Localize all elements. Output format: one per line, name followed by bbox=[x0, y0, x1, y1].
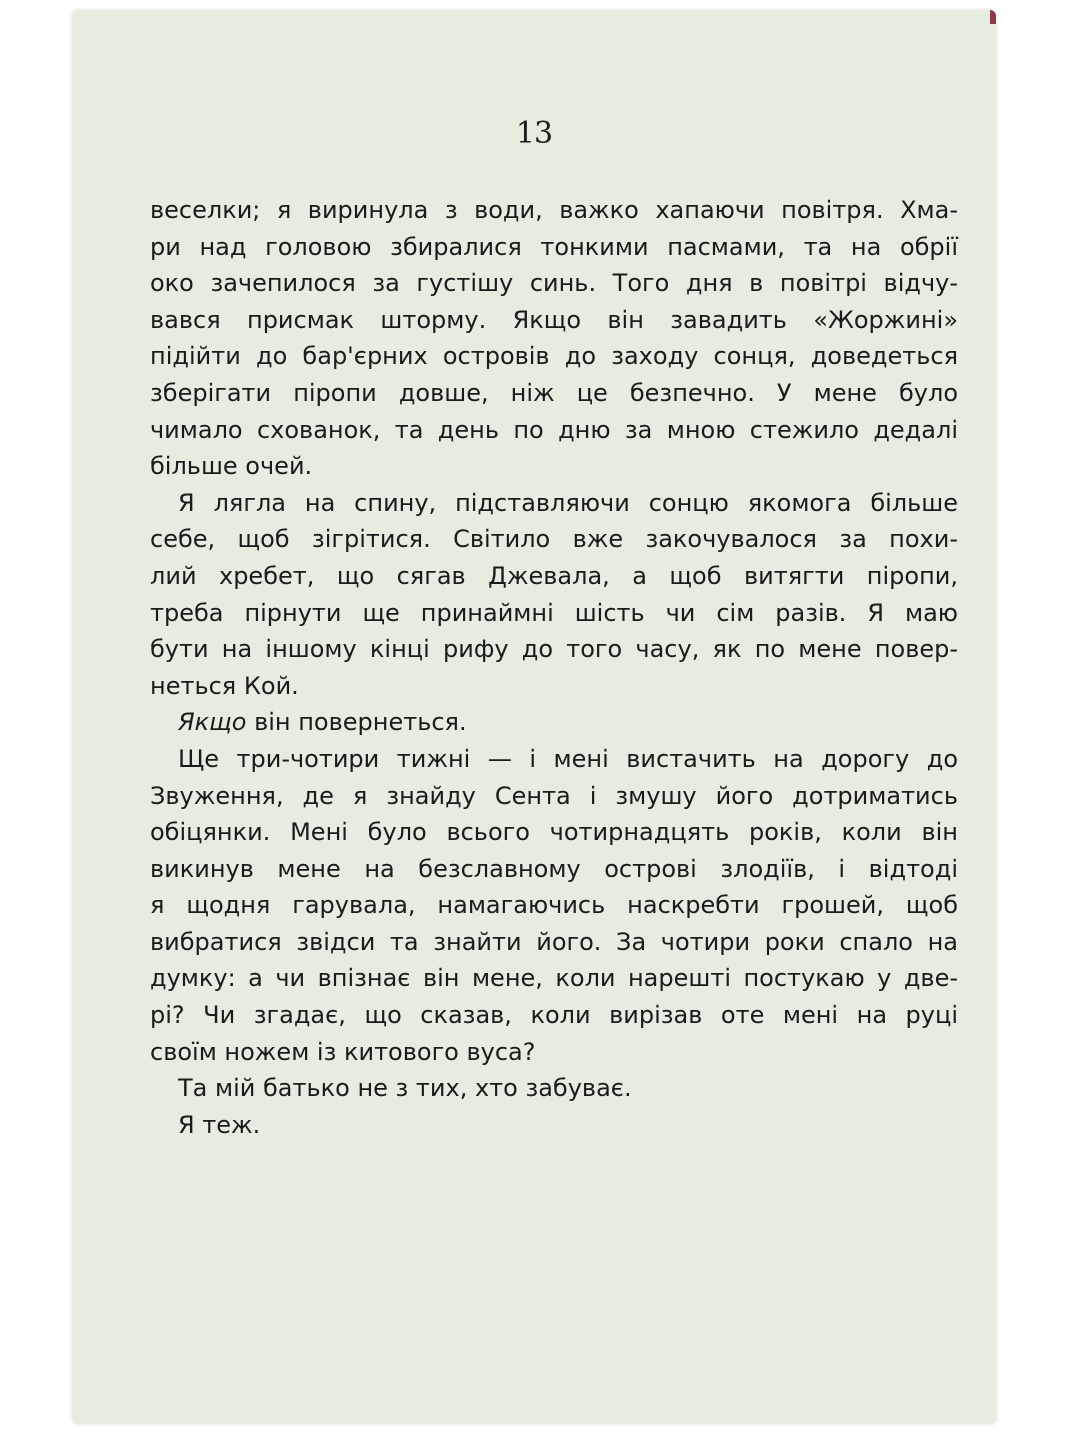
text-line: вибратися звідси та знайти його. За чотири роки спало на bbox=[150, 927, 958, 956]
text-line: око зачепилося за густішу синь. Того дня в повітрі відчу- bbox=[150, 269, 958, 298]
text-line: Ще три-чотири тижні — і мені вистачить на дорогу до bbox=[178, 744, 958, 773]
text-line: бути на іншому кінці рифу до того часу, як по мене повер- bbox=[150, 635, 958, 664]
page-edge-mark bbox=[990, 10, 996, 24]
text-line bbox=[150, 704, 958, 741]
text-line: себе, щоб зігрітися. Світило вже закочувалося за похи- bbox=[150, 525, 958, 554]
text-line: обіцянки. Мені було всього чотирнадцять років, коли він bbox=[150, 818, 958, 847]
text-line: підійти до бар'єрних островів до заходу сонця, доведеться bbox=[150, 342, 958, 371]
text-line: більше очей. bbox=[150, 452, 313, 481]
text-line: зберігати піропи довше, ніж це безпечно. У мене було bbox=[150, 378, 958, 407]
text-line: Я лягла на спину, підставляючи сонцю якомога більше bbox=[178, 488, 958, 517]
text-line: думку: а чи впізнає він мене, коли нарешті постукаю у две- bbox=[150, 964, 958, 993]
text-line: Та мій батько не з тих, хто забуває. bbox=[178, 1074, 632, 1103]
text-line: Я теж. bbox=[178, 1110, 261, 1139]
page-number: 13 bbox=[515, 116, 553, 151]
body-text bbox=[150, 192, 958, 1143]
text-span: він повернеться. bbox=[254, 708, 467, 737]
text-line: Звуження, де я знайду Сента і змушу його дотриматись bbox=[150, 781, 958, 810]
text-line: треба пірнути ще принаймні шість чи сім разів. Я маю bbox=[150, 598, 958, 627]
text-line: чимало схованок, та день по дню за мною стежило дедалі bbox=[150, 415, 958, 444]
text-line: я щодня гарувала, намагаючись наскребти грошей, щоб bbox=[150, 891, 958, 920]
book-page bbox=[72, 10, 996, 1424]
text-line: неться Кой. bbox=[150, 671, 299, 700]
italic-word: Якщо bbox=[178, 708, 247, 737]
text-line: рі? Чи згадає, що сказав, коли вирізав оте мені на руці bbox=[150, 1001, 958, 1030]
text-line: ри над головою збиралися тонкими пасмами, та на обрії bbox=[150, 232, 958, 261]
text-line: своїм ножем із китового вуса? bbox=[150, 1037, 536, 1066]
text-line: викинув мене на безславному острові злодіїв, і відтоді bbox=[150, 854, 958, 883]
text-line: веселки; я виринула з води, важко хапаючи повітря. Хма- bbox=[150, 196, 958, 224]
text-line: вався присмак шторму. Якщо він завадить «Жоржині» bbox=[150, 305, 958, 334]
text-line: лий хребет, що сягав Джевала, а щоб витягти піропи, bbox=[150, 561, 958, 590]
